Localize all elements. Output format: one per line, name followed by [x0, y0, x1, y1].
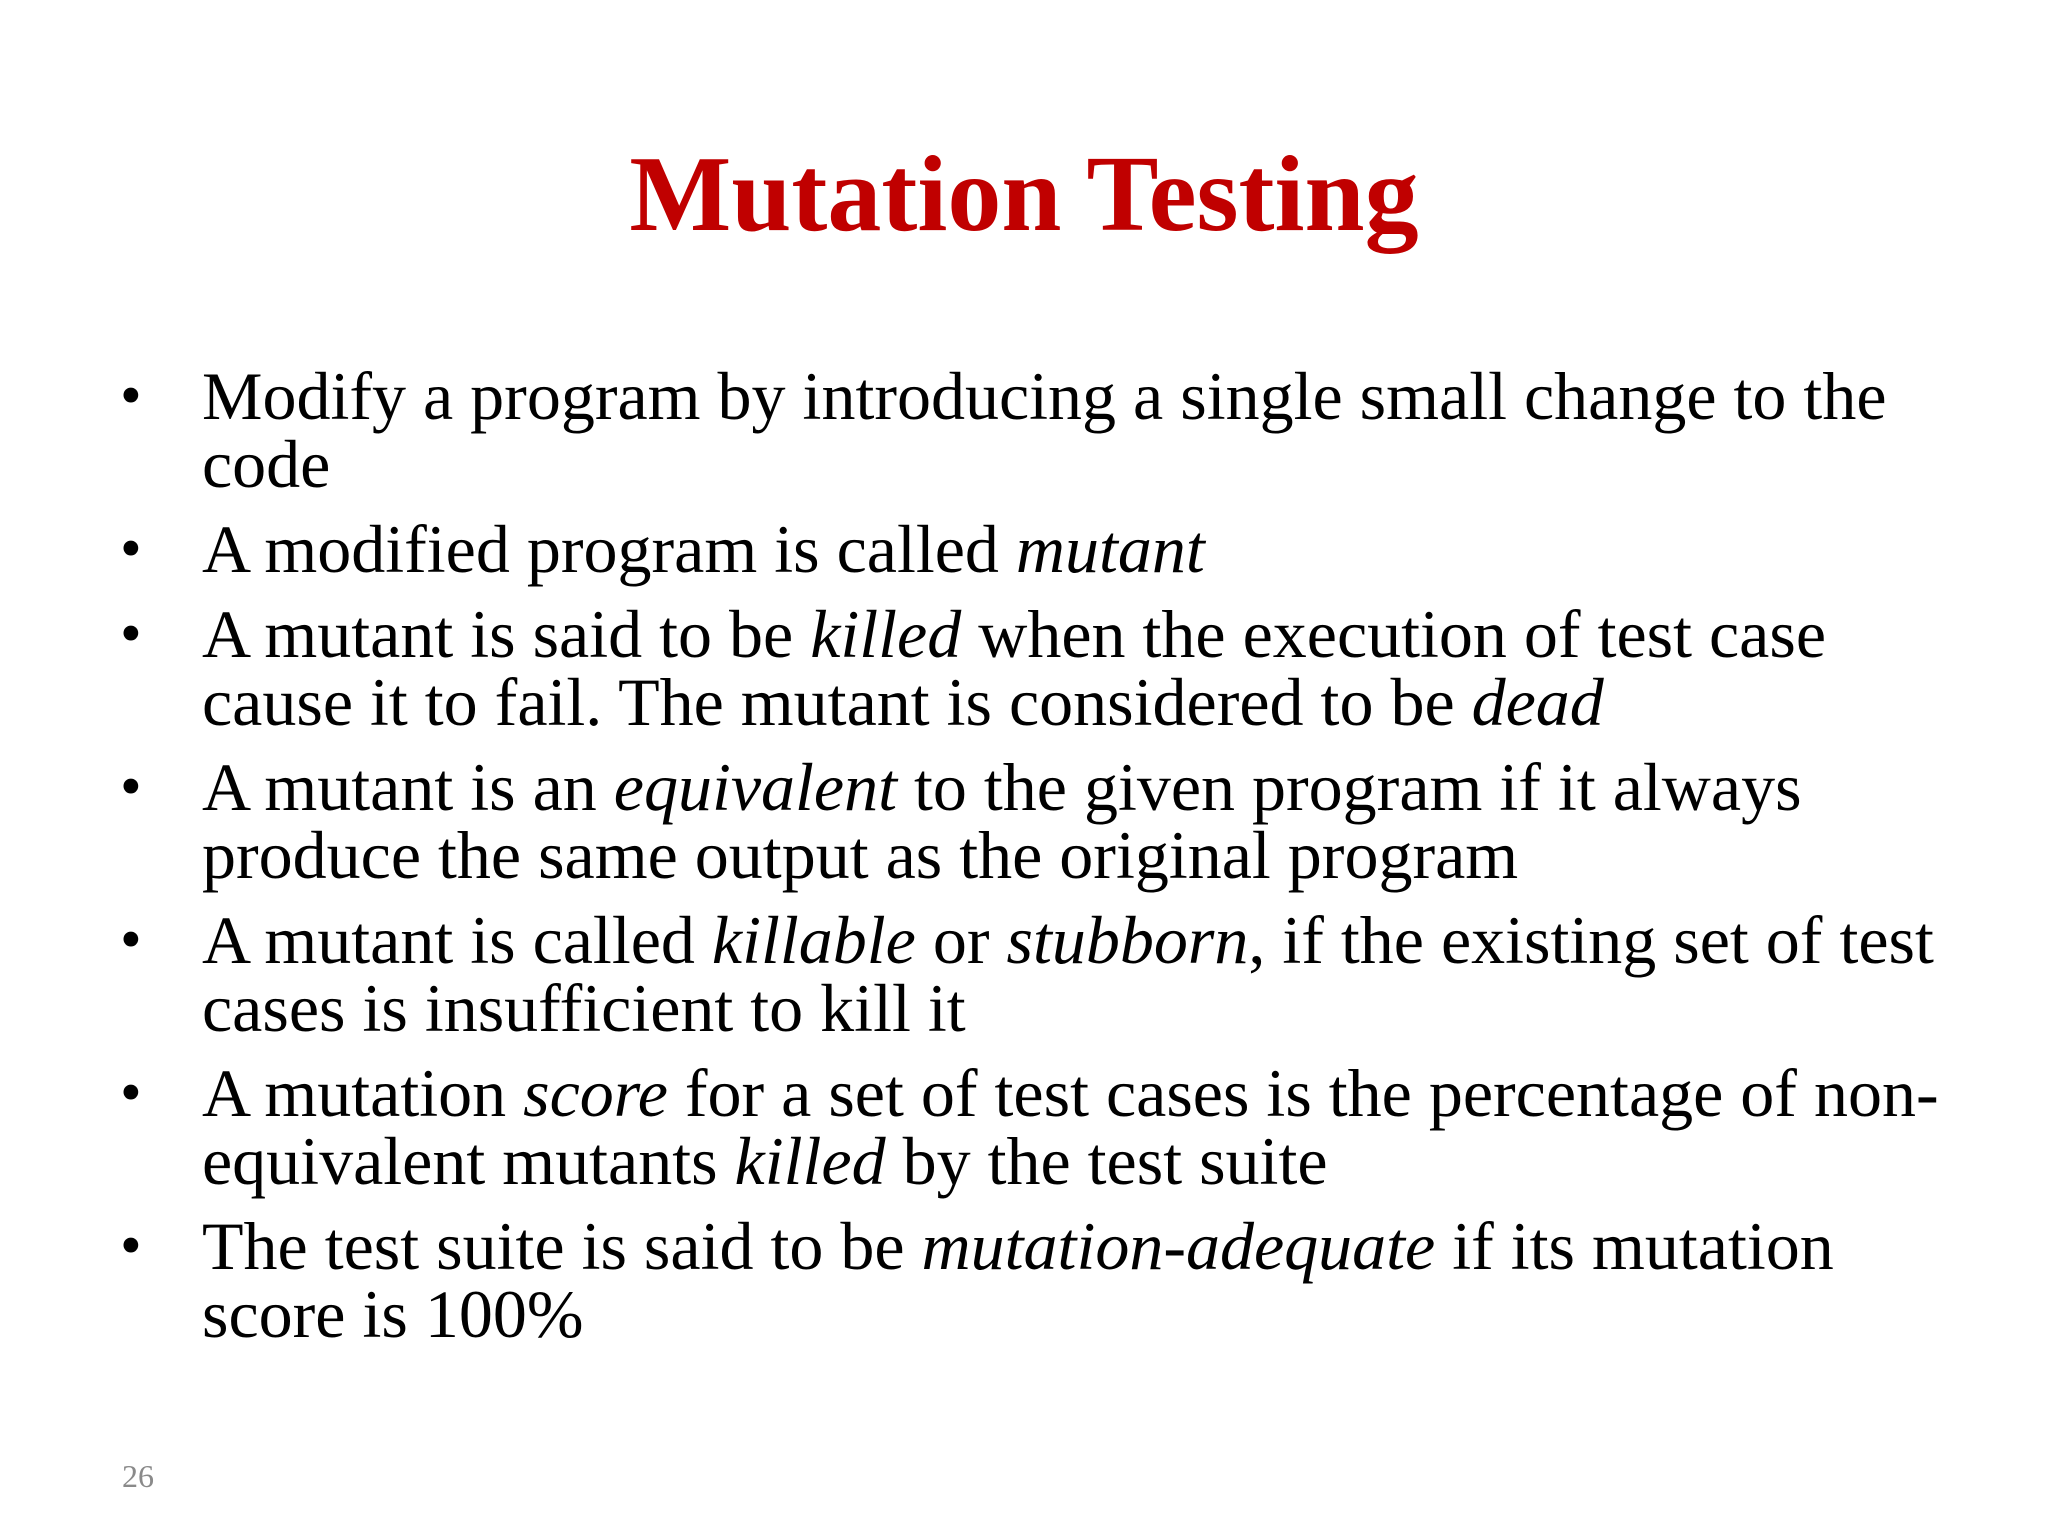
- bullet-icon: •: [120, 1059, 142, 1127]
- bullet-text: for a set of test cases is the percentage of non-equivalent mutants: [202, 1055, 1939, 1199]
- bullet-item: [120, 1055, 1970, 1199]
- bullet-item: [120, 596, 1970, 740]
- bullet-icon: •: [120, 906, 142, 974]
- emphasis-term: killable: [711, 902, 916, 978]
- bullet-text: to the given program if it always produce the same output as the original program: [202, 749, 1802, 893]
- emphasis-term: mutation-adequate: [921, 1208, 1436, 1284]
- bullet-text: A mutant is called: [202, 902, 712, 978]
- bullet-text: when the execution of test case cause it to fail. The mutant is considered to be: [202, 596, 1827, 740]
- bullet-icon: •: [120, 600, 142, 668]
- bullet-item: [120, 749, 1970, 893]
- slide-title: Mutation Testing: [629, 135, 1419, 254]
- bullet-icon: •: [120, 753, 142, 821]
- bullet-text: Modify a program by introducing a single small change to the code: [202, 358, 1887, 502]
- bullet-text: if its mutation score is 100%: [202, 1208, 1834, 1352]
- emphasis-term: killed: [734, 1123, 886, 1199]
- bullet-item: [120, 1208, 1970, 1352]
- bullet-item: [120, 511, 1970, 587]
- page-number: 26: [122, 1458, 154, 1494]
- bullet-list: [120, 358, 1970, 1365]
- bullet-text: A mutant is an: [202, 749, 614, 825]
- bullet-item: [120, 358, 1970, 502]
- bullet-icon: •: [120, 1212, 142, 1280]
- emphasis-term: equivalent: [613, 749, 897, 825]
- bullet-icon: •: [120, 515, 142, 583]
- bullet-item: [120, 902, 1970, 1046]
- bullet-text: or: [915, 902, 1007, 978]
- bullet-text: by the test suite: [885, 1123, 1328, 1199]
- bullet-text: A mutation: [202, 1055, 524, 1131]
- bullet-text: A mutant is said to be: [202, 596, 811, 672]
- bullet-icon: •: [120, 362, 142, 430]
- emphasis-term: score: [523, 1055, 668, 1131]
- bullet-text: A modified program is called: [202, 511, 1016, 587]
- bullet-text: , if the existing set of test cases is insufficient to kill it: [202, 902, 1934, 1046]
- bullet-text: The test suite is said to be: [202, 1208, 922, 1284]
- emphasis-term: killed: [810, 596, 962, 672]
- emphasis-term: mutant: [1015, 511, 1205, 587]
- emphasis-term: stubborn: [1006, 902, 1249, 978]
- emphasis-term: dead: [1471, 664, 1604, 740]
